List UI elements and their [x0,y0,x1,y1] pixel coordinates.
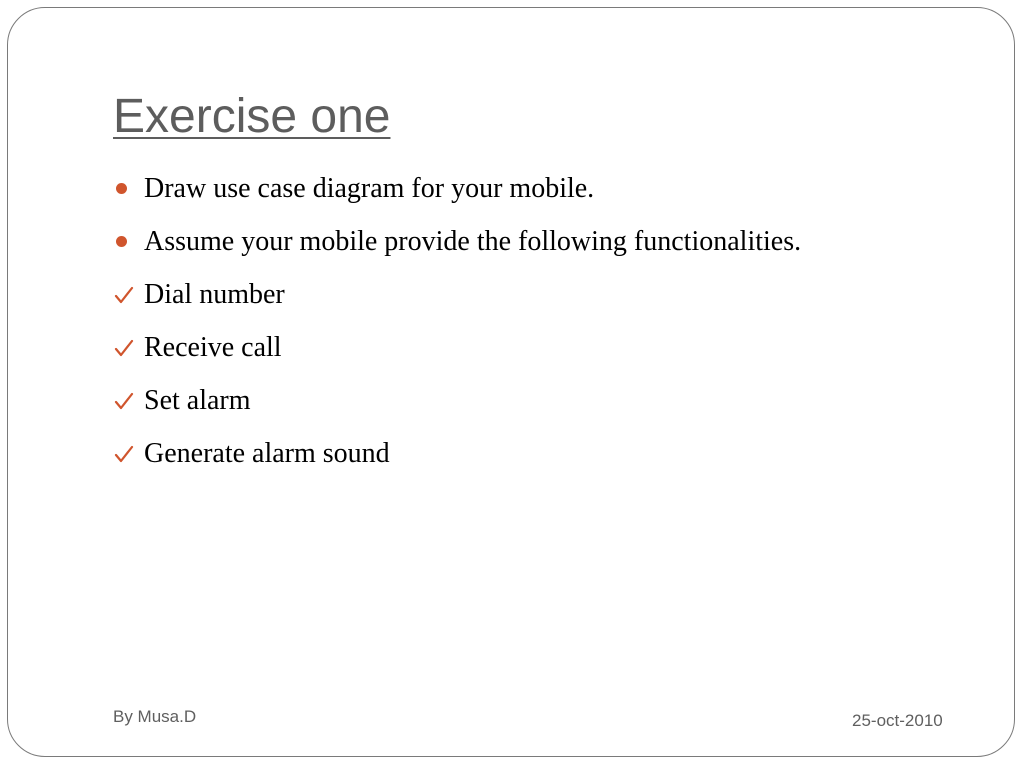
bullet-item [113,321,801,374]
bullet-text: Receive call [144,332,282,363]
check-icon [114,339,134,357]
footer-author: By Musa.D [113,707,197,726]
bullet-item [113,268,801,321]
footer-date: 25-oct-2010 [852,711,943,730]
check-icon [114,392,134,410]
dot-icon [116,183,127,194]
dot-icon [116,236,127,247]
check-icon [114,445,134,463]
bullet-item [113,427,801,480]
bullet-text: Assume your mobile provide the following functionalities. [144,226,802,257]
bullet-list [113,162,801,480]
bullet-text: Dial number [144,279,285,310]
check-icon [114,286,134,304]
slide-title: Exercise one [113,90,391,143]
bullet-text: Set alarm [144,385,251,416]
bullet-text: Generate alarm sound [144,438,390,469]
bullet-item [113,162,801,215]
bullet-text: Draw use case diagram for your mobile. [144,173,595,204]
bullet-item [113,215,801,268]
bullet-item [113,374,801,427]
